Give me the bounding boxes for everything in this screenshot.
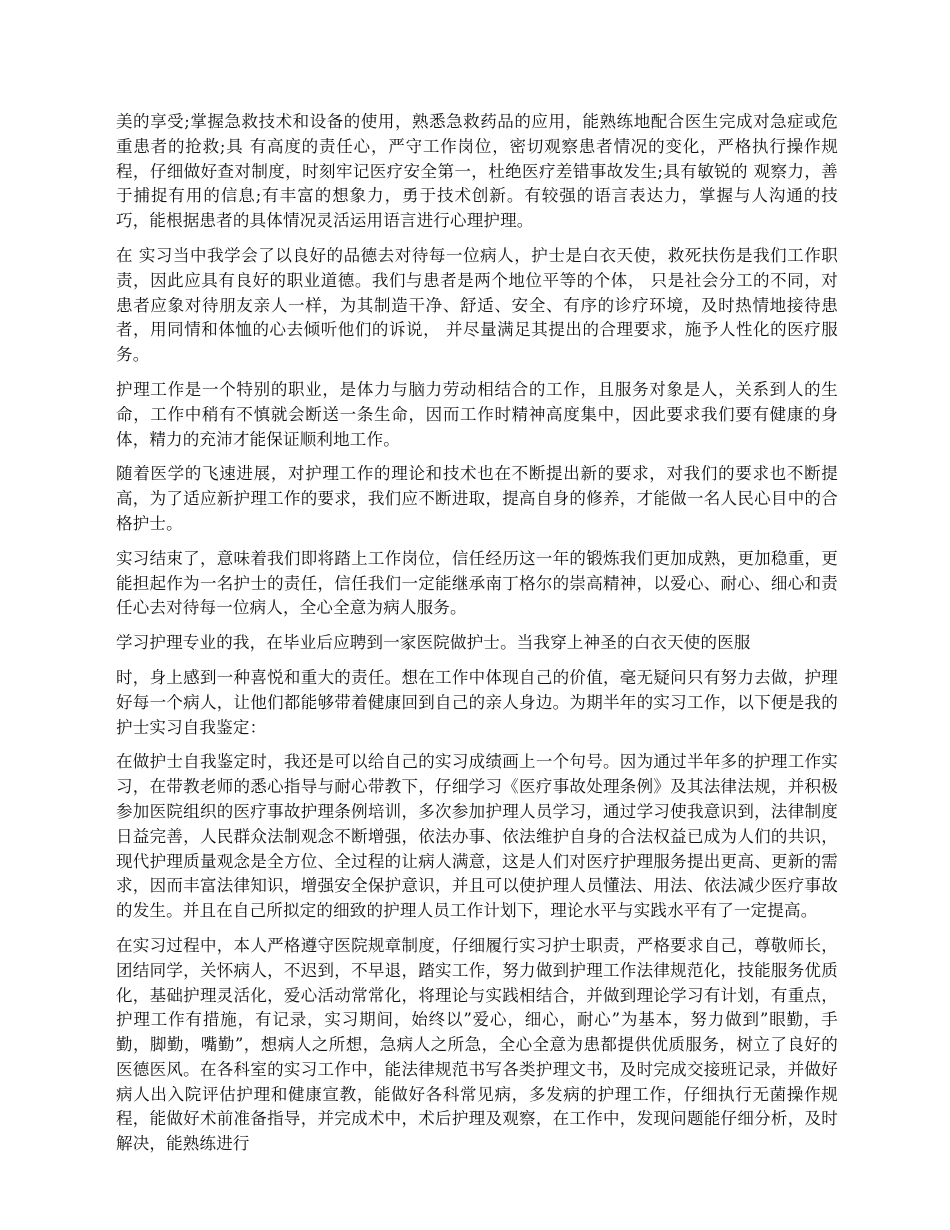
paragraph-7: 时，身上感到一种喜悦和重大的责任。想在工作中体现自己的价值，毫无疑问只有努力去做，护理好每一个病人，让他们都能够带着健康回到自己的亲人身边。为期半年的实习工作，以下便是我的护士实习自我鉴定：: [116, 667, 838, 737]
paragraph-8: 在做护士自我鉴定时，我还是可以给自己的实习成绩画上一个句号。因为通过半年多的护理工作实习，在带教老师的悉心指导与耐心带教下，仔细学习《医疗事故处理条例》及其法律法规，并积极参加医院组织的医疗事故护理条例培训，多次参加护理人员学习，通过学习使我意识到，法律制度日益完善，人民群众法制观念不断增强，依法办事、依法维护自身的合法权益已成为人们的共识，现代护理质量观念是全方位、全过程的让病人满意，这是人们对医疗护理服务提出更高、更新的需求，因而丰富法律知识，增强安全保护意识，并且可以使护理人员懂法、用法、依法减少医疗事故的发生。并且在自己所拟定的细致的护理人员工作计划下，理论水平与实践水平有了一定提高。: [116, 752, 838, 921]
paragraph-4: 随着医学的飞速进展，对护理工作的理论和技术也在不断提出新的要求，对我们的要求也不断提高，为了适应新护理工作的要求，我们应不断进取，提高自身的修养，才能做一名人民心目中的合格护士。: [116, 464, 838, 533]
paragraph-9: 在实习过程中，本人严格遵守医院规章制度，仔细履行实习护士职责，严格要求自己，尊敬师长，团结同学，关怀病人，不迟到，不早退，踏实工作，努力做到护理工作法律规范化，技能服务优质化，基础护理灵活化，爱心活动常常化，将理论与实践相结合，并做到理论学习有计划，有重点，护理工作有措施，有记录，实习期间，始终以”爱心，细心，耐心”为基本，努力做到”眼勤，手勤，脚勤，嘴勤”，想病人之所想，急病人之所急，全心全意为患都提供优质服务，树立了良好的医德医风。在各科室的实习工作中，能法律规范书写各类护理文书，及时完成交接班记录，并做好病人出入院评估护理和健康宣教，能做好各科常见病，多发病的护理工作，仔细执行无菌操作规程，能做好术前准备指导，并完成术中，术后护理及观察，在工作中，发现问题能仔细分析，及时解决，能熟练进行: [116, 935, 838, 1154]
paragraph-3: 护理工作是一个特别的职业，是体力与脑力劳动相结合的工作，且服务对象是人，关系到人的生命，工作中稍有不慎就会断送一条生命，因而工作时精神高度集中，因此要求我们要有健康的身体，精力的充沛才能保证顺利地工作。: [116, 379, 838, 449]
paragraph-1: 美的享受;掌握急救技术和设备的使用，熟悉急救药品的应用，能熟练地配合医生完成对急症或危重患者的抢救;具 有高度的责任心，严守工作岗位，密切观察患者情况的变化，严格执行操作规程，仔细做好查对制度，时刻牢记医疗安全第一，杜绝医疗差错事故发生;具有敏锐的 观察力，善于捕捉有用的信息;有丰富的想象力，勇于技术创新。有较强的语言表达力，掌握与人沟通的技巧，能根据患者的具体情况灵活运用语言进行心理护理。: [116, 112, 838, 231]
paragraph-5: 实习结束了，意味着我们即将踏上工作岗位，信任经历这一年的锻炼我们更加成熟，更加稳重，更能担起作为一名护士的责任，信任我们一定能继承南丁格尔的崇高精神，以爱心、耐心、细心和责任心去对待每一位病人，全心全意为病人服务。: [116, 548, 838, 618]
paragraph-2: 在 实习当中我学会了以良好的品德去对待每一位病人，护士是白衣天使，救死扶伤是我们工作职责，因此应具有良好的职业道德。我们与患者是两个地位平等的个体， 只是社会分工的不同，对患者应象对待朋友亲人一样，为其制造干净、舒适、安全、有序的诊疗环境，及时热情地接待患者，用同情和体恤的心去倾听他们的诉说， 并尽量满足其提出的合理要求，施予人性化的医疗服务。: [116, 245, 838, 365]
document-body: [116, 110, 838, 1167]
paragraph-6: 学习护理专业的我，在毕业后应聘到一家医院做护士。当我穿上神圣的白衣天使的医服: [116, 633, 751, 653]
